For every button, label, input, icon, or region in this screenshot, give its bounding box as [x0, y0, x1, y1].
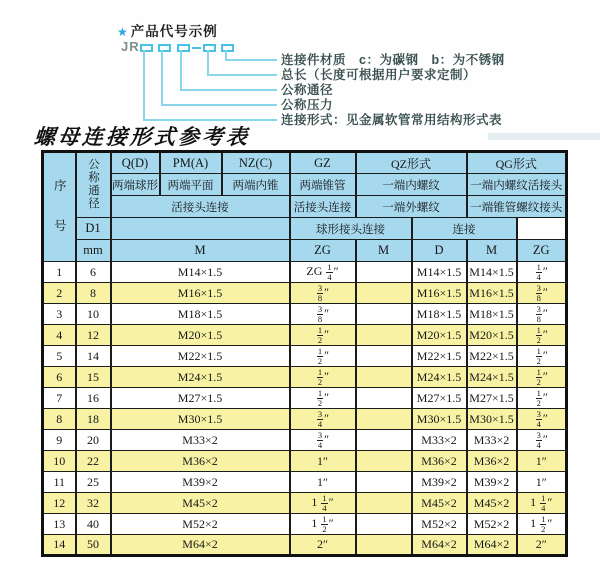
cell-dn: 6	[76, 262, 111, 283]
cell-qg-zg: 2″	[517, 535, 567, 556]
cell-dn: 50	[76, 535, 111, 556]
cell-qz-d: M20×1.5	[412, 325, 467, 346]
cell-qz-d: M22×1.5	[412, 346, 467, 367]
star-icon: ★	[117, 25, 129, 39]
header-conn-type-2: 球形接头连接	[290, 218, 412, 240]
cell-zg: $\frac{3}{4}$ ″	[290, 409, 356, 430]
cell-zg: $\frac{3}{4}$ ″	[290, 430, 356, 451]
cell-serial: 2	[43, 283, 76, 304]
cell-zg: ZG $\frac{1}{4}$ ″	[290, 262, 356, 283]
cell-zg: 1 $\frac{1}{2}$ ″	[290, 514, 356, 535]
cell-m: M24×1.5	[111, 367, 290, 388]
cell-qz-m	[356, 535, 412, 556]
header-end-type: 两端锥管	[290, 174, 356, 196]
header-thread-qz-m: M	[356, 240, 412, 262]
header-empty	[111, 218, 290, 240]
cell-m: M36×2	[111, 451, 290, 472]
header-conn-type: 一端锥管螺纹接头	[467, 196, 567, 218]
cell-qg-m: M33×2	[467, 430, 517, 451]
cell-qz-d: M39×2	[412, 472, 467, 493]
cell-dn: 22	[76, 451, 111, 472]
cell-qz-d: M27×1.5	[412, 388, 467, 409]
cell-zg: $\frac{3}{8}$ ″	[290, 283, 356, 304]
cell-qg-zg: $\frac{1}{2}$ ″	[517, 388, 567, 409]
cell-m: M39×2	[111, 472, 290, 493]
cell-qg-m: M52×2	[467, 514, 517, 535]
cell-m: M14×1.5	[111, 262, 290, 283]
cell-m: M20×1.5	[111, 325, 290, 346]
header-unit: mm	[76, 240, 111, 262]
cell-qg-m: M14×1.5	[467, 262, 517, 283]
cell-serial: 11	[43, 472, 76, 493]
code-prefix: JR	[121, 39, 140, 54]
cell-qg-m: M39×2	[467, 472, 517, 493]
cell-qg-m: M45×2	[467, 493, 517, 514]
table-body	[43, 262, 567, 556]
cell-dn: 14	[76, 346, 111, 367]
table-row	[43, 367, 567, 388]
table-row	[43, 472, 567, 493]
table-row	[43, 514, 567, 535]
cell-serial: 10	[43, 451, 76, 472]
header-conn-type: 活接头连接	[111, 196, 290, 218]
header-dn: 公称通径	[76, 152, 111, 218]
header-thread-m: M	[111, 240, 290, 262]
cell-qz-m	[356, 325, 412, 346]
cell-m: M45×2	[111, 493, 290, 514]
cell-qz-m	[356, 388, 412, 409]
header-group-qd: Q(D)	[111, 152, 160, 174]
cell-qz-m	[356, 472, 412, 493]
cell-qg-m: M16×1.5	[467, 283, 517, 304]
header-end-type: 两端球形	[111, 174, 160, 196]
cell-m: M27×1.5	[111, 388, 290, 409]
table-row	[43, 451, 567, 472]
cell-m: M18×1.5	[111, 304, 290, 325]
cell-qg-m: M27×1.5	[467, 388, 517, 409]
cell-dn: 18	[76, 409, 111, 430]
cell-dn: 10	[76, 304, 111, 325]
cell-qz-d: M36×2	[412, 451, 467, 472]
cell-qz-d: M52×2	[412, 514, 467, 535]
cell-qg-m: M22×1.5	[467, 346, 517, 367]
cell-qg-zg: $\frac{1}{2}$ ″	[517, 325, 567, 346]
cell-qg-zg: $\frac{1}{2}$ ″	[517, 367, 567, 388]
code-label-material: 连接件材质 c：为碳钢 b：为不锈钢	[281, 53, 505, 67]
cell-qg-m: M20×1.5	[467, 325, 517, 346]
cell-qz-d: M45×2	[412, 493, 467, 514]
nut-connection-reference-table	[41, 150, 568, 557]
cell-m: M16×1.5	[111, 283, 290, 304]
cell-serial: 3	[43, 304, 76, 325]
cell-dn: 12	[76, 325, 111, 346]
cell-qg-zg: $\frac{3}{8}$ ″	[517, 304, 567, 325]
cell-qg-zg: 1″	[517, 451, 567, 472]
cell-qz-m	[356, 409, 412, 430]
cell-dn: 20	[76, 430, 111, 451]
cell-zg: $\frac{3}{8}$ ″	[290, 304, 356, 325]
cell-zg: 1″	[290, 451, 356, 472]
header-group-qg: QG形式	[467, 152, 567, 174]
cell-serial: 13	[43, 514, 76, 535]
cell-dn: 16	[76, 388, 111, 409]
table-row	[43, 304, 567, 325]
cell-serial: 1	[43, 262, 76, 283]
cell-serial: 9	[43, 430, 76, 451]
cell-m: M52×2	[111, 514, 290, 535]
cell-qz-d: M14×1.5	[412, 262, 467, 283]
cell-zg: 2″	[290, 535, 356, 556]
cell-qz-m	[356, 493, 412, 514]
cell-qz-m	[356, 304, 412, 325]
cell-m: M64×2	[111, 535, 290, 556]
cell-qz-m	[356, 367, 412, 388]
header-group-pma: PM(A)	[160, 152, 222, 174]
cell-qz-d: M24×1.5	[412, 367, 467, 388]
table-row	[43, 262, 567, 283]
product-code-heading-text: 产品代号示例	[130, 24, 218, 39]
cell-serial: 12	[43, 493, 76, 514]
cell-qz-d: M16×1.5	[412, 283, 467, 304]
cell-dn: 8	[76, 283, 111, 304]
cell-qg-m: M18×1.5	[467, 304, 517, 325]
cell-serial: 4	[43, 325, 76, 346]
table-row	[43, 430, 567, 451]
table-row	[43, 346, 567, 367]
code-label-dn: 公称通径	[281, 83, 334, 97]
header-end-type: 两端平面	[160, 174, 222, 196]
header-group-qz: QZ形式	[356, 152, 467, 174]
cell-qg-zg: $\frac{3}{8}$ ″	[517, 283, 567, 304]
cell-serial: 14	[43, 535, 76, 556]
cell-zg: $\frac{1}{2}$ ″	[290, 388, 356, 409]
table-row	[43, 493, 567, 514]
cell-qz-d: M33×2	[412, 430, 467, 451]
cell-qg-m: M36×2	[467, 451, 517, 472]
cell-qz-m	[356, 451, 412, 472]
cell-dn: 40	[76, 514, 111, 535]
cell-qz-m	[356, 262, 412, 283]
cell-qg-m: M64×2	[467, 535, 517, 556]
cell-serial: 6	[43, 367, 76, 388]
cell-m: M33×2	[111, 430, 290, 451]
cell-qg-zg: 1 $\frac{1}{4}$ ″	[517, 493, 567, 514]
code-label-pressure: 公称压力	[281, 98, 334, 112]
code-label-conn-form: 连接形式：见金属软管常用结构形式表	[281, 113, 503, 127]
header-serial: 序号	[43, 152, 76, 262]
cell-serial: 5	[43, 346, 76, 367]
cell-serial: 7	[43, 388, 76, 409]
cell-m: M22×1.5	[111, 346, 290, 367]
table-row	[43, 535, 567, 556]
cell-dn: 25	[76, 472, 111, 493]
cell-qz-d: M64×2	[412, 535, 467, 556]
cell-qg-zg: $\frac{3}{4}$ ″	[517, 409, 567, 430]
header-thread-zg: ZG	[290, 240, 356, 262]
cell-qg-zg: 1 $\frac{1}{2}$ ″	[517, 514, 567, 535]
cell-qz-m	[356, 283, 412, 304]
cell-zg: $\frac{1}{2}$ ″	[290, 346, 356, 367]
table-header	[43, 152, 567, 262]
cell-m: M30×1.5	[111, 409, 290, 430]
cell-dn: 15	[76, 367, 111, 388]
cell-qz-m	[356, 430, 412, 451]
code-separator-dash	[192, 47, 201, 49]
table-row	[43, 283, 567, 304]
scan-artifact-strip	[488, 133, 600, 140]
header-thread-qz-d: D	[412, 240, 467, 262]
header-end-type: 一端内螺纹活接头	[467, 174, 567, 196]
header-conn-type-2: 连接	[412, 218, 517, 240]
header-group-gz: GZ	[290, 152, 356, 174]
table-row	[43, 325, 567, 346]
cell-qg-m: M24×1.5	[467, 367, 517, 388]
table-title: 螺母连接形式参考表	[33, 125, 251, 149]
header-d1: D1	[76, 218, 111, 240]
cell-zg: $\frac{1}{2}$ ″	[290, 367, 356, 388]
header-end-type: 两端内锥	[222, 174, 290, 196]
code-label-length: 总长（长度可根据用户要求定制）	[281, 68, 477, 82]
header-thread-qg-zg: ZG	[517, 240, 567, 262]
cell-qg-zg: $\frac{1}{4}$ ″	[517, 262, 567, 283]
header-conn-type: 活接头连接	[290, 196, 356, 218]
cell-qg-m: M30×1.5	[467, 409, 517, 430]
table-row	[43, 388, 567, 409]
cell-zg: 1″	[290, 472, 356, 493]
connector-line	[225, 50, 277, 61]
header-end-type: 一端内螺纹	[356, 174, 467, 196]
cell-zg: $\frac{1}{2}$ ″	[290, 325, 356, 346]
cell-dn: 32	[76, 493, 111, 514]
cell-qg-zg: $\frac{3}{4}$ ″	[517, 430, 567, 451]
cell-qz-d: M18×1.5	[412, 304, 467, 325]
header-conn-type: 一端外螺纹	[356, 196, 467, 218]
cell-serial: 8	[43, 409, 76, 430]
cell-qz-d: M30×1.5	[412, 409, 467, 430]
header-thread-qg-m: M	[467, 240, 517, 262]
cell-qg-zg: 1″	[517, 472, 567, 493]
cell-qg-zg: $\frac{1}{2}$ ″	[517, 346, 567, 367]
header-group-nzc: NZ(C)	[222, 152, 290, 174]
cell-zg: 1 $\frac{1}{4}$ ″	[290, 493, 356, 514]
cell-qz-m	[356, 346, 412, 367]
product-code-heading	[117, 20, 218, 40]
cell-qz-m	[356, 514, 412, 535]
table-row	[43, 409, 567, 430]
